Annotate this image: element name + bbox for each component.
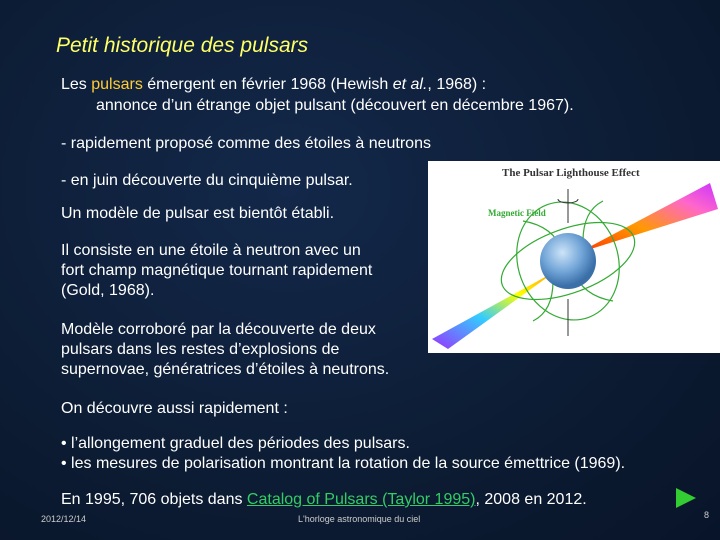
magnetic-field-label: Magnetic Field: [488, 208, 546, 218]
intro-paragraph: [61, 75, 486, 95]
pulsar-lighthouse-figure: [428, 161, 720, 353]
corroboration: [61, 320, 389, 380]
page-number: 8: [704, 510, 710, 520]
point-neutron-stars: - rapidement proposé comme des étoiles à neutrons: [61, 135, 431, 152]
intro-etal: et al.: [392, 76, 428, 93]
neutron-star: [540, 233, 596, 289]
discover-heading: On découvre aussi rapidement :: [61, 400, 288, 417]
model-description: [61, 241, 372, 301]
footer-center: L'horloge astronomique du ciel: [298, 514, 421, 524]
intro-pulsars: pulsars: [91, 76, 143, 93]
corroboration-line: pulsars dans les restes d’explosions de: [61, 341, 340, 358]
list-item: • les mesures de polarisation montrant la rotation de la source émettrice (1969).: [61, 455, 626, 472]
point-fifth-pulsar: - en juin découverte du cinquième pulsar.: [61, 172, 353, 189]
model-line: (Gold, 1968).: [61, 282, 155, 299]
list-item: • l’allongement graduel des périodes des pulsars.: [61, 435, 410, 452]
lower-beam: [432, 271, 556, 349]
figure-title: The Pulsar Lighthouse Effect: [502, 167, 640, 179]
catalog-paragraph: [61, 490, 587, 510]
intro-text-c: , 1968) :: [427, 76, 487, 93]
next-arrow-icon[interactable]: [676, 488, 696, 508]
intro-line2: annonce d’un étrange objet pulsant (découvert en décembre 1967).: [96, 97, 574, 114]
model-line: Il consiste en une étoile à neutron avec un: [61, 242, 361, 259]
corroboration-line: supernovae, génératrices d’étoiles à neutrons.: [61, 361, 390, 378]
catalog-link[interactable]: Catalog of Pulsars (Taylor 1995): [246, 491, 476, 508]
footer-date: 2012/12/14: [41, 514, 87, 524]
catalog-text-b: , 2008 en 2012.: [475, 491, 587, 508]
model-established: Un modèle de pulsar est bientôt établi.: [61, 205, 335, 222]
corroboration-line: Modèle corroboré par la découverte de deux: [61, 321, 376, 338]
intro-text-a: Les: [61, 76, 92, 93]
intro-text-b: émergent en février 1968 (Hewish: [142, 76, 393, 93]
catalog-text-a: En 1995, 706 objets dans: [61, 491, 247, 508]
slide-title: Petit historique des pulsars: [56, 34, 309, 57]
pulsar-diagram: [428, 161, 720, 353]
model-line: fort champ magnétique tournant rapidement: [61, 262, 373, 279]
discover-list: [61, 434, 625, 474]
